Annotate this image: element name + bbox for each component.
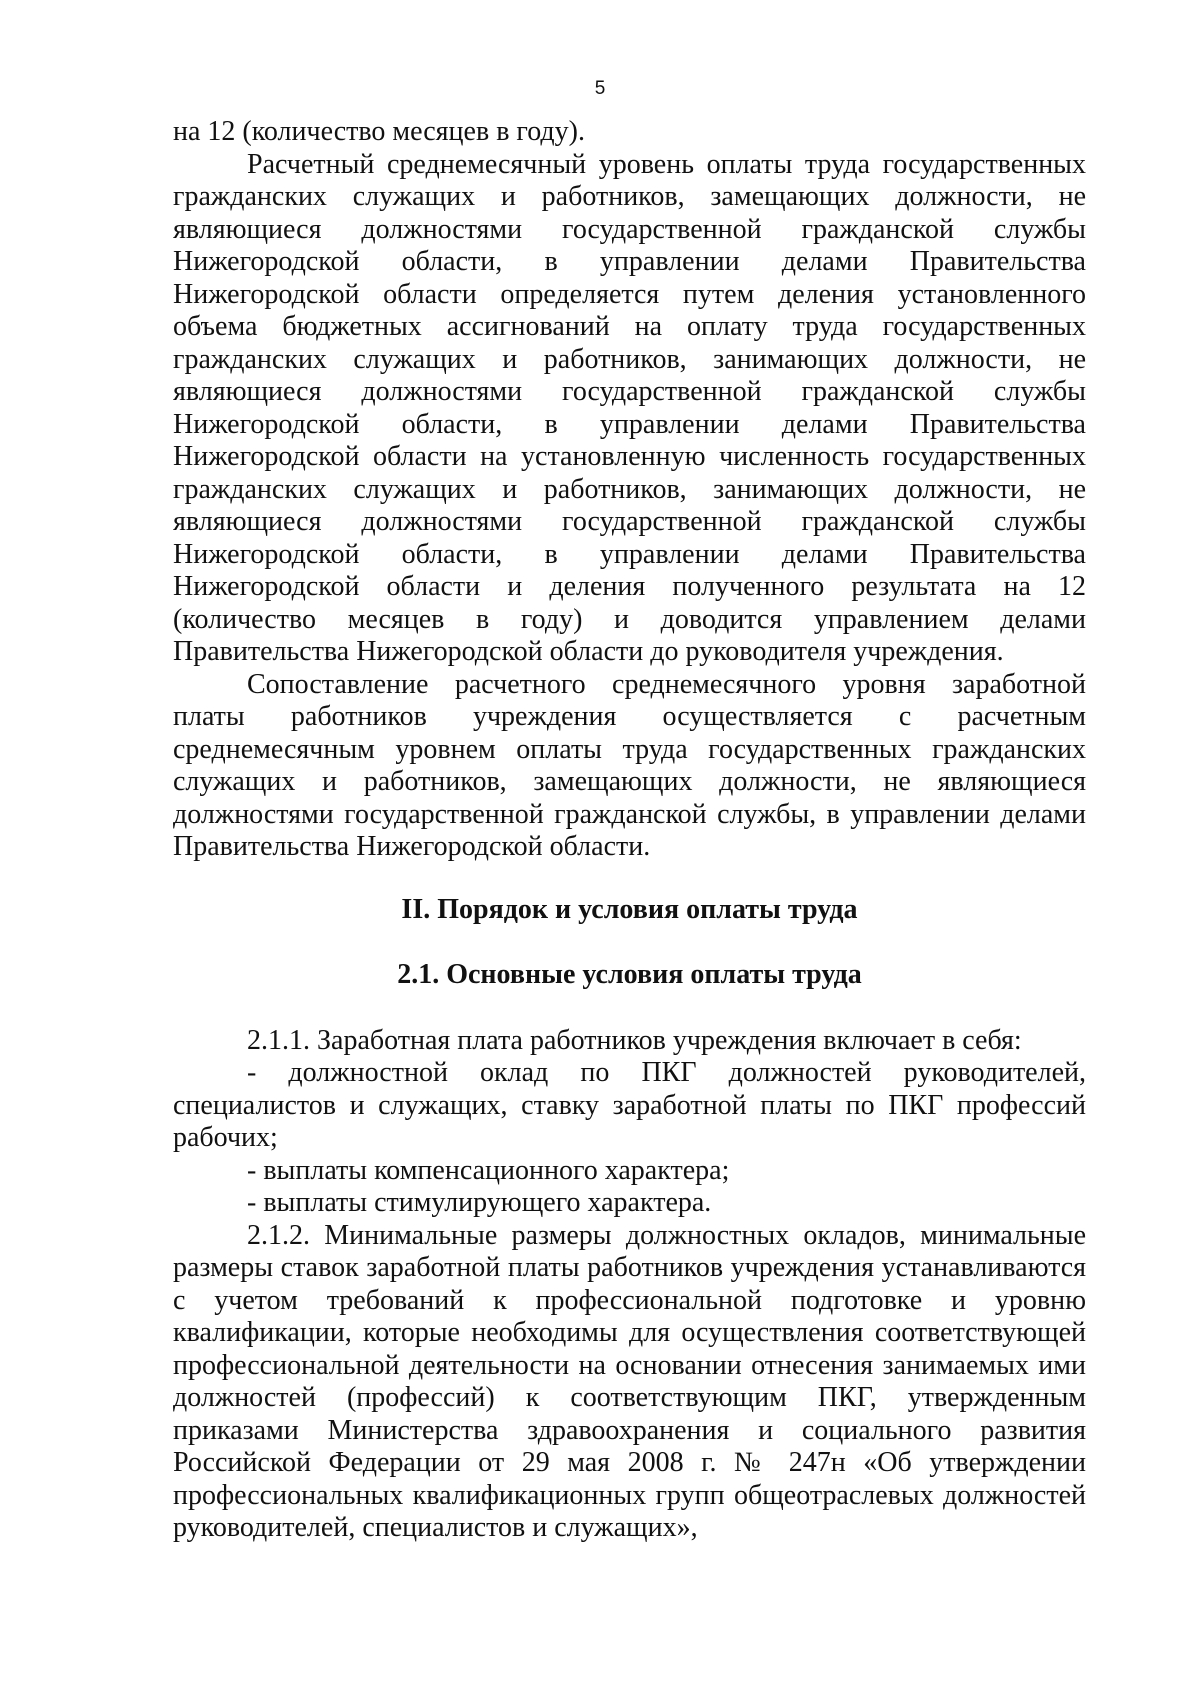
paragraph-continuation: на 12 (количество месяцев в году). bbox=[173, 116, 585, 147]
list-item-incentive-payments: - выплаты стимулирующего характера. bbox=[247, 1187, 712, 1218]
paragraph-salary-comparison: Сопоставление расчетного среднемесячного уровня заработной платы работников учреждения осуществляется с расчетным среднемесячным уровнем оплаты труда государственных гражданских служащих и работников, замещающих должности, не являющиеся должностями государственной гражданской службы, в управлении делами Правительства Нижегородской области. bbox=[173, 668, 1086, 862]
subsection-heading: 2.1. Основные условия оплаты труда bbox=[397, 959, 862, 990]
paragraph-calculated-salary-level: Расчетный среднемесячный уровень оплаты труда государственных гражданских служащих и работников, замещающих должности, не являющиеся должностями государственной гражданской службы Нижегородской области, в управлении делами Правительства Нижегородской области определяется путем деления установленного объема бюджетных ассигнований на оплату труда государственных гражданских служащих и работников, занимающих должности, не являющиеся должностями государственной гражданской службы Нижегородской области, в управлении делами Правительства Нижегородской области на установленную численность государственных гражданских служащих и работников, занимающих должности, не являющиеся должностями государственной гражданской службы Нижегородской области, в управлении делами Правительства Нижегородской области и деления полученного результата на 12 (количество месяцев в году) и доводится управлением делами Правительства Нижегородской области до руководителя учреждения. bbox=[173, 148, 1086, 667]
paragraph-2-1-1: 2.1.1. Заработная плата работников учреждения включает в себя: bbox=[247, 1024, 1022, 1056]
list-item-official-salary: - должностной оклад по ПКГ должностей руководителей, специалистов и служащих, ставку заработной платы по ПКГ профессий рабочих; bbox=[173, 1057, 1086, 1153]
section-heading: II. Порядок и условия оплаты труда bbox=[401, 893, 858, 925]
paragraph-2-1-2: 2.1.2. Минимальные размеры должностных окладов, минимальные размеры ставок заработной платы работников учреждения устанавливаются с учетом требований к профессиональной подготовке и уровню квалификации, которые необходимы для осуществления соответствующей профессиональной деятельности на основании отнесения занимаемых ими должностей (профессий) к соответствующим ПКГ, утвержденным приказами Министерства здравоохранения и социального развития Российской Федерации от 29 мая 2008 г. № 247н «Об утверждении профессиональных квалификационных групп общеотраслевых должностей руководителей, специалистов и служащих», bbox=[173, 1219, 1086, 1543]
page-number: 5 bbox=[594, 78, 606, 99]
list-item-compensation-payments: - выплаты компенсационного характера; bbox=[247, 1154, 730, 1186]
document-body bbox=[173, 116, 1086, 1545]
